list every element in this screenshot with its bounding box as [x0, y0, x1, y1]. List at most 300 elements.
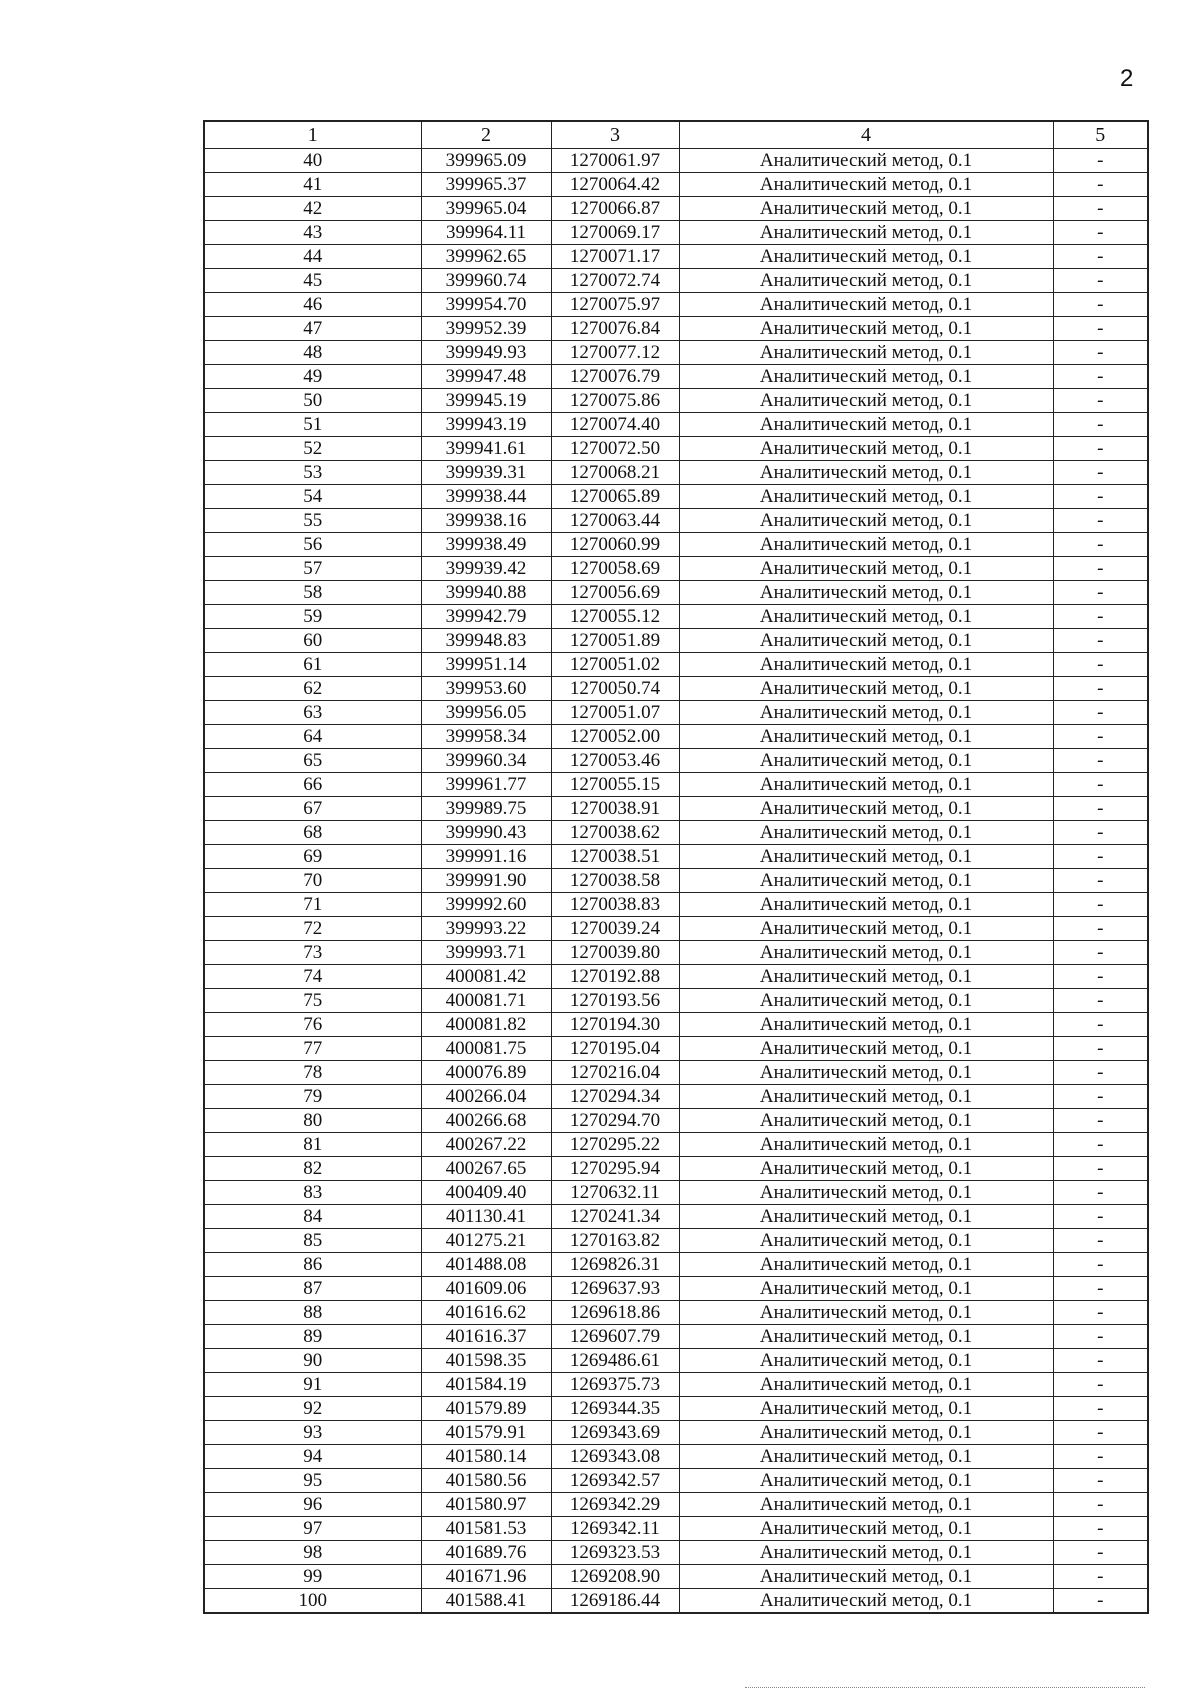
table-row	[204, 1277, 1148, 1301]
method-cell: Аналитический метод, 0.1	[679, 221, 1053, 245]
x-coordinate-cell: 399961.77	[421, 773, 551, 797]
table-row	[204, 1445, 1148, 1469]
note-cell: -	[1053, 821, 1148, 845]
x-coordinate-cell: 399960.74	[421, 269, 551, 293]
column-header-2: 2	[421, 121, 551, 149]
x-coordinate-cell: 399938.16	[421, 509, 551, 533]
y-coordinate-cell: 1270065.89	[551, 485, 679, 509]
y-coordinate-cell: 1270060.99	[551, 533, 679, 557]
note-cell: -	[1053, 1421, 1148, 1445]
x-coordinate-cell: 399942.79	[421, 605, 551, 629]
note-cell: -	[1053, 965, 1148, 989]
method-cell: Аналитический метод, 0.1	[679, 557, 1053, 581]
coordinates-table-container	[203, 120, 1147, 1614]
table-row	[204, 821, 1148, 845]
point-number-cell: 44	[204, 245, 421, 269]
point-number-cell: 47	[204, 317, 421, 341]
method-cell: Аналитический метод, 0.1	[679, 1061, 1053, 1085]
point-number-cell: 41	[204, 173, 421, 197]
method-cell: Аналитический метод, 0.1	[679, 1229, 1053, 1253]
x-coordinate-cell: 399965.37	[421, 173, 551, 197]
point-number-cell: 66	[204, 773, 421, 797]
y-coordinate-cell: 1270241.34	[551, 1205, 679, 1229]
x-coordinate-cell: 400266.68	[421, 1109, 551, 1133]
method-cell: Аналитический метод, 0.1	[679, 389, 1053, 413]
y-coordinate-cell: 1270053.46	[551, 749, 679, 773]
y-coordinate-cell: 1270075.86	[551, 389, 679, 413]
table-row	[204, 173, 1148, 197]
table-row	[204, 581, 1148, 605]
y-coordinate-cell: 1270076.84	[551, 317, 679, 341]
note-cell: -	[1053, 1037, 1148, 1061]
note-cell: -	[1053, 941, 1148, 965]
point-number-cell: 89	[204, 1325, 421, 1349]
x-coordinate-cell: 400081.71	[421, 989, 551, 1013]
method-cell: Аналитический метод, 0.1	[679, 1277, 1053, 1301]
footer-divider	[745, 1687, 1145, 1688]
note-cell: -	[1053, 1349, 1148, 1373]
note-cell: -	[1053, 629, 1148, 653]
x-coordinate-cell: 401581.53	[421, 1517, 551, 1541]
table-row	[204, 197, 1148, 221]
y-coordinate-cell: 1270075.97	[551, 293, 679, 317]
table-row	[204, 1397, 1148, 1421]
point-number-cell: 93	[204, 1421, 421, 1445]
point-number-cell: 80	[204, 1109, 421, 1133]
table-row	[204, 749, 1148, 773]
y-coordinate-cell: 1269618.86	[551, 1301, 679, 1325]
point-number-cell: 43	[204, 221, 421, 245]
column-header-3: 3	[551, 121, 679, 149]
table-row	[204, 557, 1148, 581]
method-cell: Аналитический метод, 0.1	[679, 1325, 1053, 1349]
point-number-cell: 94	[204, 1445, 421, 1469]
point-number-cell: 78	[204, 1061, 421, 1085]
table-row	[204, 437, 1148, 461]
x-coordinate-cell: 399954.70	[421, 293, 551, 317]
method-cell: Аналитический метод, 0.1	[679, 821, 1053, 845]
method-cell: Аналитический метод, 0.1	[679, 1349, 1053, 1373]
note-cell: -	[1053, 269, 1148, 293]
column-header-5: 5	[1053, 121, 1148, 149]
point-number-cell: 64	[204, 725, 421, 749]
point-number-cell: 90	[204, 1349, 421, 1373]
method-cell: Аналитический метод, 0.1	[679, 245, 1053, 269]
x-coordinate-cell: 399991.90	[421, 869, 551, 893]
method-cell: Аналитический метод, 0.1	[679, 293, 1053, 317]
method-cell: Аналитический метод, 0.1	[679, 605, 1053, 629]
x-coordinate-cell: 399938.49	[421, 533, 551, 557]
x-coordinate-cell: 399962.65	[421, 245, 551, 269]
table-row	[204, 221, 1148, 245]
x-coordinate-cell: 399956.05	[421, 701, 551, 725]
point-number-cell: 54	[204, 485, 421, 509]
x-coordinate-cell: 400267.22	[421, 1133, 551, 1157]
point-number-cell: 71	[204, 893, 421, 917]
y-coordinate-cell: 1270076.79	[551, 365, 679, 389]
method-cell: Аналитический метод, 0.1	[679, 1469, 1053, 1493]
x-coordinate-cell: 399965.04	[421, 197, 551, 221]
note-cell: -	[1053, 773, 1148, 797]
point-number-cell: 72	[204, 917, 421, 941]
y-coordinate-cell: 1270055.15	[551, 773, 679, 797]
y-coordinate-cell: 1270077.12	[551, 341, 679, 365]
x-coordinate-cell: 401616.62	[421, 1301, 551, 1325]
note-cell: -	[1053, 245, 1148, 269]
method-cell: Аналитический метод, 0.1	[679, 989, 1053, 1013]
note-cell: -	[1053, 1133, 1148, 1157]
point-number-cell: 56	[204, 533, 421, 557]
point-number-cell: 48	[204, 341, 421, 365]
x-coordinate-cell: 400409.40	[421, 1181, 551, 1205]
point-number-cell: 88	[204, 1301, 421, 1325]
x-coordinate-cell: 399965.09	[421, 149, 551, 173]
note-cell: -	[1053, 869, 1148, 893]
page-number: 2	[1120, 65, 1134, 92]
x-coordinate-cell: 399990.43	[421, 821, 551, 845]
method-cell: Аналитический метод, 0.1	[679, 1181, 1053, 1205]
table-row	[204, 1589, 1148, 1614]
table-row	[204, 941, 1148, 965]
point-number-cell: 65	[204, 749, 421, 773]
x-coordinate-cell: 400266.04	[421, 1085, 551, 1109]
point-number-cell: 97	[204, 1517, 421, 1541]
method-cell: Аналитический метод, 0.1	[679, 485, 1053, 509]
note-cell: -	[1053, 1013, 1148, 1037]
x-coordinate-cell: 401584.19	[421, 1373, 551, 1397]
method-cell: Аналитический метод, 0.1	[679, 1157, 1053, 1181]
y-coordinate-cell: 1270195.04	[551, 1037, 679, 1061]
y-coordinate-cell: 1270051.89	[551, 629, 679, 653]
y-coordinate-cell: 1269637.93	[551, 1277, 679, 1301]
y-coordinate-cell: 1270061.97	[551, 149, 679, 173]
table-row	[204, 1181, 1148, 1205]
x-coordinate-cell: 401275.21	[421, 1229, 551, 1253]
point-number-cell: 85	[204, 1229, 421, 1253]
note-cell: -	[1053, 437, 1148, 461]
note-cell: -	[1053, 893, 1148, 917]
note-cell: -	[1053, 149, 1148, 173]
y-coordinate-cell: 1270038.83	[551, 893, 679, 917]
y-coordinate-cell: 1270038.91	[551, 797, 679, 821]
note-cell: -	[1053, 677, 1148, 701]
method-cell: Аналитический метод, 0.1	[679, 701, 1053, 725]
table-row	[204, 797, 1148, 821]
y-coordinate-cell: 1270064.42	[551, 173, 679, 197]
method-cell: Аналитический метод, 0.1	[679, 509, 1053, 533]
y-coordinate-cell: 1270632.11	[551, 1181, 679, 1205]
x-coordinate-cell: 401598.35	[421, 1349, 551, 1373]
x-coordinate-cell: 400081.75	[421, 1037, 551, 1061]
x-coordinate-cell: 401580.56	[421, 1469, 551, 1493]
note-cell: -	[1053, 557, 1148, 581]
method-cell: Аналитический метод, 0.1	[679, 797, 1053, 821]
point-number-cell: 46	[204, 293, 421, 317]
note-cell: -	[1053, 1229, 1148, 1253]
x-coordinate-cell: 399940.88	[421, 581, 551, 605]
point-number-cell: 77	[204, 1037, 421, 1061]
point-number-cell: 92	[204, 1397, 421, 1421]
x-coordinate-cell: 399943.19	[421, 413, 551, 437]
y-coordinate-cell: 1270051.02	[551, 653, 679, 677]
x-coordinate-cell: 399964.11	[421, 221, 551, 245]
x-coordinate-cell: 399952.39	[421, 317, 551, 341]
y-coordinate-cell: 1269826.31	[551, 1253, 679, 1277]
y-coordinate-cell: 1270051.07	[551, 701, 679, 725]
point-number-cell: 63	[204, 701, 421, 725]
note-cell: -	[1053, 1517, 1148, 1541]
x-coordinate-cell: 399960.34	[421, 749, 551, 773]
table-row	[204, 1013, 1148, 1037]
table-row	[204, 269, 1148, 293]
y-coordinate-cell: 1270050.74	[551, 677, 679, 701]
note-cell: -	[1053, 1277, 1148, 1301]
x-coordinate-cell: 401579.91	[421, 1421, 551, 1445]
point-number-cell: 99	[204, 1565, 421, 1589]
table-row	[204, 1493, 1148, 1517]
method-cell: Аналитический метод, 0.1	[679, 965, 1053, 989]
note-cell: -	[1053, 1061, 1148, 1085]
table-header	[204, 121, 1148, 149]
y-coordinate-cell: 1270216.04	[551, 1061, 679, 1085]
x-coordinate-cell: 401579.89	[421, 1397, 551, 1421]
y-coordinate-cell: 1269607.79	[551, 1325, 679, 1349]
x-coordinate-cell: 399991.16	[421, 845, 551, 869]
table-row	[204, 1085, 1148, 1109]
note-cell: -	[1053, 461, 1148, 485]
point-number-cell: 69	[204, 845, 421, 869]
y-coordinate-cell: 1269342.11	[551, 1517, 679, 1541]
table-row	[204, 773, 1148, 797]
point-number-cell: 86	[204, 1253, 421, 1277]
note-cell: -	[1053, 1325, 1148, 1349]
y-coordinate-cell: 1269343.08	[551, 1445, 679, 1469]
note-cell: -	[1053, 1301, 1148, 1325]
x-coordinate-cell: 400081.82	[421, 1013, 551, 1037]
note-cell: -	[1053, 533, 1148, 557]
table-row	[204, 869, 1148, 893]
point-number-cell: 96	[204, 1493, 421, 1517]
table-row	[204, 1133, 1148, 1157]
point-number-cell: 57	[204, 557, 421, 581]
point-number-cell: 53	[204, 461, 421, 485]
method-cell: Аналитический метод, 0.1	[679, 149, 1053, 173]
note-cell: -	[1053, 1469, 1148, 1493]
x-coordinate-cell: 399938.44	[421, 485, 551, 509]
point-number-cell: 67	[204, 797, 421, 821]
table-row	[204, 845, 1148, 869]
y-coordinate-cell: 1270056.69	[551, 581, 679, 605]
point-number-cell: 61	[204, 653, 421, 677]
note-cell: -	[1053, 341, 1148, 365]
method-cell: Аналитический метод, 0.1	[679, 773, 1053, 797]
method-cell: Аналитический метод, 0.1	[679, 341, 1053, 365]
note-cell: -	[1053, 989, 1148, 1013]
method-cell: Аналитический метод, 0.1	[679, 1085, 1053, 1109]
x-coordinate-cell: 401488.08	[421, 1253, 551, 1277]
note-cell: -	[1053, 1205, 1148, 1229]
method-cell: Аналитический метод, 0.1	[679, 197, 1053, 221]
note-cell: -	[1053, 605, 1148, 629]
y-coordinate-cell: 1270072.50	[551, 437, 679, 461]
x-coordinate-cell: 399945.19	[421, 389, 551, 413]
x-coordinate-cell: 399939.42	[421, 557, 551, 581]
y-coordinate-cell: 1270074.40	[551, 413, 679, 437]
y-coordinate-cell: 1269344.35	[551, 1397, 679, 1421]
method-cell: Аналитический метод, 0.1	[679, 1205, 1053, 1229]
note-cell: -	[1053, 293, 1148, 317]
method-cell: Аналитический метод, 0.1	[679, 1301, 1053, 1325]
point-number-cell: 100	[204, 1589, 421, 1614]
note-cell: -	[1053, 1373, 1148, 1397]
x-coordinate-cell: 399958.34	[421, 725, 551, 749]
method-cell: Аналитический метод, 0.1	[679, 317, 1053, 341]
note-cell: -	[1053, 1109, 1148, 1133]
method-cell: Аналитический метод, 0.1	[679, 1109, 1053, 1133]
point-number-cell: 84	[204, 1205, 421, 1229]
table-row	[204, 701, 1148, 725]
table-row	[204, 653, 1148, 677]
x-coordinate-cell: 401609.06	[421, 1277, 551, 1301]
method-cell: Аналитический метод, 0.1	[679, 365, 1053, 389]
method-cell: Аналитический метод, 0.1	[679, 1541, 1053, 1565]
table-row	[204, 389, 1148, 413]
note-cell: -	[1053, 653, 1148, 677]
y-coordinate-cell: 1269343.69	[551, 1421, 679, 1445]
table-row	[204, 533, 1148, 557]
y-coordinate-cell: 1270063.44	[551, 509, 679, 533]
y-coordinate-cell: 1270294.34	[551, 1085, 679, 1109]
table-row	[204, 1373, 1148, 1397]
y-coordinate-cell: 1269486.61	[551, 1349, 679, 1373]
method-cell: Аналитический метод, 0.1	[679, 1013, 1053, 1037]
table-row	[204, 149, 1148, 173]
table-row	[204, 1469, 1148, 1493]
note-cell: -	[1053, 1157, 1148, 1181]
y-coordinate-cell: 1270038.51	[551, 845, 679, 869]
method-cell: Аналитический метод, 0.1	[679, 1373, 1053, 1397]
note-cell: -	[1053, 581, 1148, 605]
method-cell: Аналитический метод, 0.1	[679, 1565, 1053, 1589]
table-row	[204, 1061, 1148, 1085]
method-cell: Аналитический метод, 0.1	[679, 1421, 1053, 1445]
table-row	[204, 1253, 1148, 1277]
x-coordinate-cell: 401588.41	[421, 1589, 551, 1614]
note-cell: -	[1053, 725, 1148, 749]
table-body	[204, 149, 1148, 1614]
method-cell: Аналитический метод, 0.1	[679, 1517, 1053, 1541]
x-coordinate-cell: 401130.41	[421, 1205, 551, 1229]
point-number-cell: 49	[204, 365, 421, 389]
x-coordinate-cell: 399992.60	[421, 893, 551, 917]
point-number-cell: 68	[204, 821, 421, 845]
table-row	[204, 461, 1148, 485]
method-cell: Аналитический метод, 0.1	[679, 173, 1053, 197]
coordinates-table	[203, 120, 1149, 1614]
y-coordinate-cell: 1270039.80	[551, 941, 679, 965]
x-coordinate-cell: 399939.31	[421, 461, 551, 485]
y-coordinate-cell: 1270038.62	[551, 821, 679, 845]
table-row	[204, 1157, 1148, 1181]
y-coordinate-cell: 1269186.44	[551, 1589, 679, 1614]
y-coordinate-cell: 1270052.00	[551, 725, 679, 749]
table-row	[204, 293, 1148, 317]
y-coordinate-cell: 1269375.73	[551, 1373, 679, 1397]
note-cell: -	[1053, 1493, 1148, 1517]
table-row	[204, 605, 1148, 629]
point-number-cell: 62	[204, 677, 421, 701]
table-row	[204, 341, 1148, 365]
point-number-cell: 70	[204, 869, 421, 893]
method-cell: Аналитический метод, 0.1	[679, 725, 1053, 749]
y-coordinate-cell: 1270039.24	[551, 917, 679, 941]
note-cell: -	[1053, 1253, 1148, 1277]
note-cell: -	[1053, 1397, 1148, 1421]
point-number-cell: 45	[204, 269, 421, 293]
x-coordinate-cell: 399941.61	[421, 437, 551, 461]
method-cell: Аналитический метод, 0.1	[679, 941, 1053, 965]
method-cell: Аналитический метод, 0.1	[679, 1493, 1053, 1517]
note-cell: -	[1053, 1565, 1148, 1589]
y-coordinate-cell: 1270068.21	[551, 461, 679, 485]
x-coordinate-cell: 399949.93	[421, 341, 551, 365]
table-row	[204, 917, 1148, 941]
method-cell: Аналитический метод, 0.1	[679, 893, 1053, 917]
x-coordinate-cell: 400076.89	[421, 1061, 551, 1085]
point-number-cell: 40	[204, 149, 421, 173]
method-cell: Аналитический метод, 0.1	[679, 581, 1053, 605]
note-cell: -	[1053, 197, 1148, 221]
note-cell: -	[1053, 389, 1148, 413]
y-coordinate-cell: 1270069.17	[551, 221, 679, 245]
y-coordinate-cell: 1270193.56	[551, 989, 679, 1013]
table-row	[204, 1325, 1148, 1349]
x-coordinate-cell: 399993.71	[421, 941, 551, 965]
table-row	[204, 1517, 1148, 1541]
method-cell: Аналитический метод, 0.1	[679, 269, 1053, 293]
x-coordinate-cell: 399953.60	[421, 677, 551, 701]
x-coordinate-cell: 399989.75	[421, 797, 551, 821]
table-row	[204, 509, 1148, 533]
method-cell: Аналитический метод, 0.1	[679, 461, 1053, 485]
point-number-cell: 59	[204, 605, 421, 629]
table-row	[204, 1565, 1148, 1589]
point-number-cell: 60	[204, 629, 421, 653]
point-number-cell: 55	[204, 509, 421, 533]
y-coordinate-cell: 1270072.74	[551, 269, 679, 293]
note-cell: -	[1053, 701, 1148, 725]
method-cell: Аналитический метод, 0.1	[679, 1037, 1053, 1061]
y-coordinate-cell: 1270163.82	[551, 1229, 679, 1253]
point-number-cell: 81	[204, 1133, 421, 1157]
point-number-cell: 51	[204, 413, 421, 437]
y-coordinate-cell: 1270066.87	[551, 197, 679, 221]
note-cell: -	[1053, 509, 1148, 533]
note-cell: -	[1053, 749, 1148, 773]
y-coordinate-cell: 1270294.70	[551, 1109, 679, 1133]
column-header-4: 4	[679, 121, 1053, 149]
x-coordinate-cell: 401689.76	[421, 1541, 551, 1565]
note-cell: -	[1053, 797, 1148, 821]
method-cell: Аналитический метод, 0.1	[679, 677, 1053, 701]
point-number-cell: 50	[204, 389, 421, 413]
column-header-1: 1	[204, 121, 421, 149]
note-cell: -	[1053, 317, 1148, 341]
x-coordinate-cell: 399948.83	[421, 629, 551, 653]
x-coordinate-cell: 399951.14	[421, 653, 551, 677]
point-number-cell: 76	[204, 1013, 421, 1037]
y-coordinate-cell: 1270071.17	[551, 245, 679, 269]
